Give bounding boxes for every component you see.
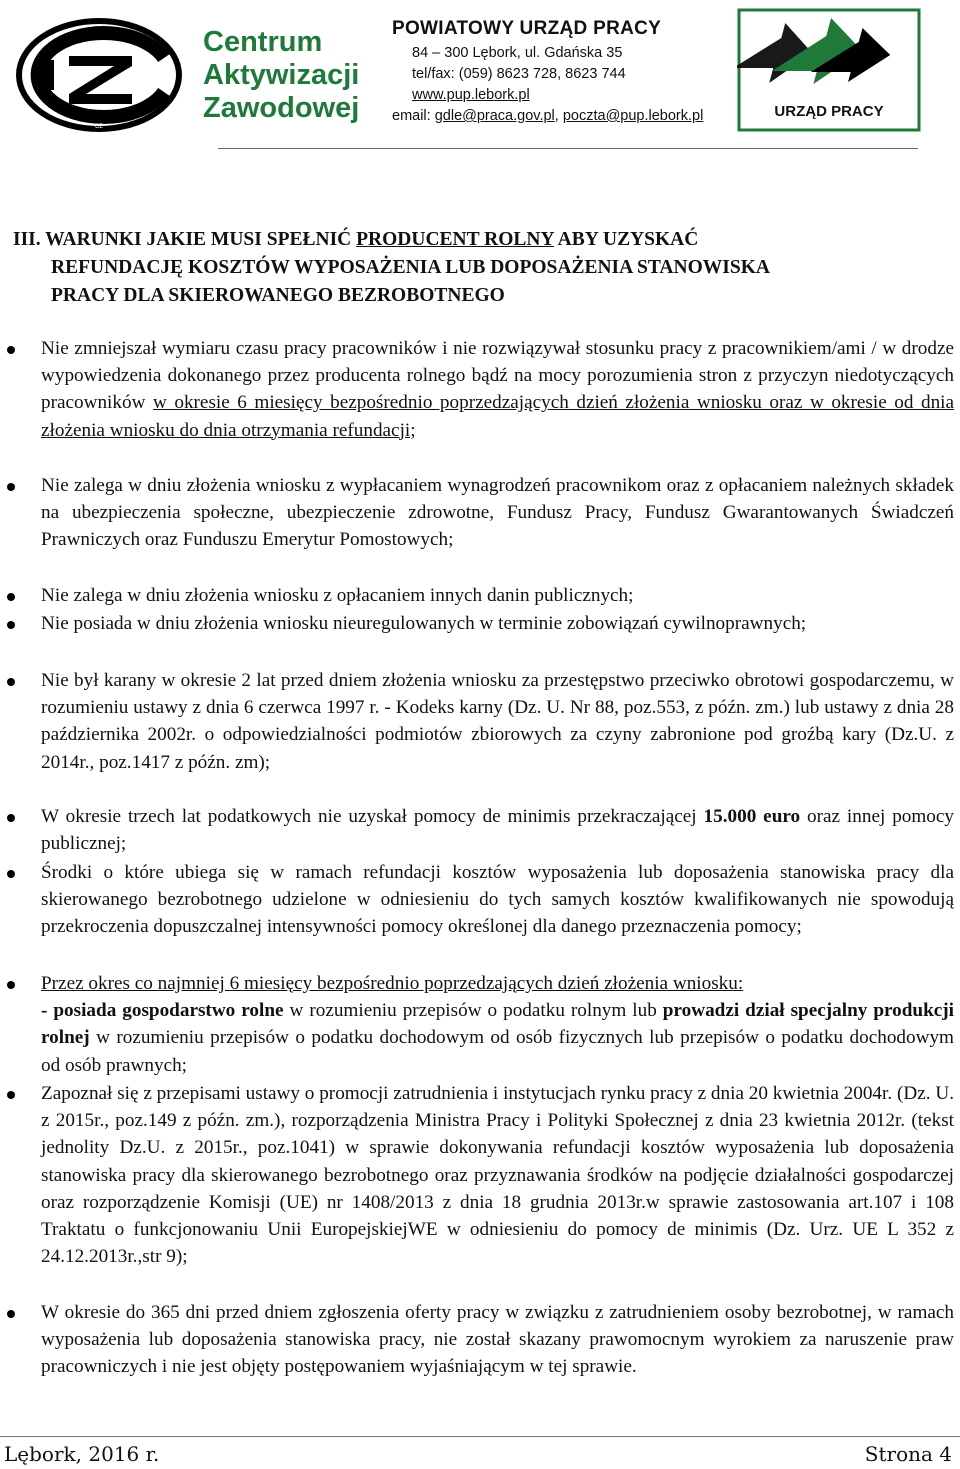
pup-email-line <box>392 106 703 127</box>
heading-line-1 <box>13 226 943 254</box>
cz-line3: Zawodowej <box>203 92 360 124</box>
pup-www-link[interactable]: www.pup.lebork.pl <box>412 87 530 103</box>
list-item <box>41 970 954 1079</box>
list-item <box>41 803 954 857</box>
item-text: Nie był karany w okresie 2 lat przed dniem złożenia wniosku za przestępstwo przeciwko obrotowi gospodarczemu, w rozumieniu ustawy z dnia 6 czerwca 1997 r. - Kodeks karny (Dz. U. Nr 88, poz.553, z późn. zm.) lub ustawy z dnia 28 października 2002r. o odpowiedzialności podmiotów zbiorowych za czyny zabronione pod groźbą kary (Dz.U. z 2014r., poz.1417 z późn. zm); <box>41 670 954 773</box>
item-text: Nie zalega w dniu złożenia wniosku z opłacaniem innych danin publicznych; <box>41 585 634 606</box>
item-text-bold-2: prowadzi dział specjalny produkcji rolnej <box>41 1000 955 1049</box>
urzad-pracy-logo <box>737 8 921 132</box>
pup-email-link-2[interactable]: poczta@pup.lebork.pl <box>562 108 704 124</box>
bullet-icon <box>7 678 15 686</box>
item-text: Zapoznał się z przepisami ustawy o promocji zatrudnienia i instytucjach rynku pracy z dnia 20 kwietnia 2004r. (Dz. U. z 2015r., poz.149 z późn. zm.), rozporządzenia Ministra Pracy i Polityki Społecznej z dnia 23 kwietnia 2012r. (tekst jednolity Dz.U. z 2015r., poz.1041) w sprawie dokonywania refundacji kosztów wyposażenia lub doposażenia stanowiska pracy dla skierowanego bezrobotnego oraz przyznawania środków na podjęcie działalności gospodarczej oraz rozporządzenie Komisji (UE) nr 1408/2013 z dnia 18 grudnia 2013r.w sprawie zastosowania art.107 i 108 Traktatu o funkcjonowaniu Unii EuropejskiejWE w odniesieniu do pomocy de minimis (Dz. Urz. UE L 352 z 24.12.2013r.,str 9); <box>41 1083 954 1268</box>
list-item <box>41 1299 954 1381</box>
heading-line-3: PRACY DLA SKIEROWANEGO BEZROBOTNEGO <box>51 285 505 306</box>
footer-location-date: Lębork, 2016 r. <box>4 1442 160 1466</box>
list-item <box>41 1080 954 1270</box>
heading-underlined: PRODUCENT ROLNY <box>356 229 554 250</box>
item-text: w rozumieniu przepisów o podatku rolnym lub <box>283 1000 663 1022</box>
bullet-icon <box>7 593 15 601</box>
bullet-icon <box>7 1091 15 1099</box>
item-text: Środki o które ubiega się w ramach refundacji kosztów wyposażenia lub doposażenia stanowiska pracy dla skierowanego bezrobotnego udzielone w odniesieniu do tych samych kosztów kwalifikowanych nie spowodują przekroczenia dopuszczalnej intensywności pomocy określonej dla danego przeznaczenia pomocy; <box>41 862 954 938</box>
pup-email-separator: , <box>554 108 563 124</box>
pup-title: POWIATOWY URZĄD PRACY <box>392 18 662 39</box>
bullet-icon <box>7 870 15 878</box>
cz-logo-icon <box>14 18 184 133</box>
list-item <box>41 610 811 637</box>
bullet-icon <box>7 346 15 354</box>
page-header <box>0 0 960 150</box>
bullet-icon <box>7 814 15 822</box>
up-logo-text: URZĄD PRACY <box>774 103 884 120</box>
cz-logo-letters: CZ <box>95 124 103 130</box>
bullet-icon <box>7 483 15 491</box>
list-item <box>41 582 954 609</box>
bullet-icon <box>7 981 15 989</box>
pup-phone: tel/fax: (059) 8623 728, 8623 744 <box>412 66 626 82</box>
list-item <box>41 667 954 776</box>
item-text: W okresie trzech lat podatkowych nie uzyskał pomocy de minimis przekraczającej <box>41 806 704 827</box>
list-item <box>41 335 954 444</box>
pup-email-label: email: <box>392 108 435 124</box>
item-text-underlined: Przez okres co najmniej 6 miesięcy bezpośrednio poprzedzających dzień złożenia wniosku: <box>41 973 744 994</box>
heading-line-2: REFUNDACJĘ KOSZTÓW WYPOSAŻENIA LUB DOPOSAŻENIA STANOWISKA <box>51 257 770 278</box>
pup-email-link-1[interactable]: gdle@praca.gov.pl <box>434 108 555 124</box>
item-text: W okresie do 365 dni przed dniem zgłoszenia oferty pracy w związku z zatrudnieniem osoby bezrobotnej, w ramach wyposażenia lub doposażenia stanowiska pracy, nie został skazany prawomocnym wyrokiem za naruszenie praw pracowniczych i nie jest objęty postępowaniem wyjaśniającym w tej sprawie. <box>41 1302 954 1378</box>
item-text: Nie zalega w dniu złożenia wniosku z wypłacaniem wynagrodzeń pracownikom oraz z opłacaniem należnych składek na ubezpieczenia społeczne, ubezpieczenie zdrowotne, Fundusz Pracy, Fundusz Gwarantowanych Świadczeń Prawniczych oraz Funduszu Emerytur Pomostowych; <box>41 475 954 551</box>
item-text-tail: oraz innej pomocy publicznej; <box>41 806 955 855</box>
cz-name <box>203 26 359 125</box>
cz-line1: Centrum <box>203 26 323 58</box>
cz-line2: Aktywizacji <box>203 59 360 91</box>
pup-contact-block <box>392 18 703 127</box>
item-text-bold: 15.000 euro <box>703 806 801 827</box>
item-text-tail: w rozumieniu przepisów o podatku dochodowym od osób fizycznych lub przepisów o podatku dochodowym od osób prawnych; <box>41 1027 954 1076</box>
section-heading <box>13 226 943 310</box>
heading-suffix: ABY UZYSKAĆ <box>553 229 699 250</box>
header-divider <box>218 148 918 149</box>
item-text: Nie posiada w dniu złożenia wniosku nieuregulowanych w terminie zobowiązań cywilnoprawnych; <box>41 613 807 634</box>
item-text: Nie zmniejszał wymiaru czasu pracy pracowników i nie rozwiązywał stosunku pracy z pracownikiem/ami / w drodze wypowiedzenia dokonanego przez producenta rolnego bądź na mocy porozumienia stron z przyczyn niedotyczących pracowników <box>41 338 954 414</box>
list-item <box>41 472 954 554</box>
item-text-underlined: w okresie 6 miesięcy bezpośrednio poprzedzających dzień złożenia wniosku oraz w okresie od dnia złożenia wniosku do dnia otrzymania refundacji; <box>41 392 955 441</box>
bullet-icon <box>7 1310 15 1318</box>
footer-page-number: Strona 4 <box>864 1442 952 1466</box>
list-item <box>41 859 954 941</box>
heading-prefix: III. WARUNKI JAKIE MUSI SPEŁNIĆ <box>13 229 357 250</box>
footer-divider <box>0 1436 960 1437</box>
pup-address: 84 – 300 Lębork, ul. Gdańska 35 <box>412 45 623 61</box>
bullet-icon <box>7 621 15 629</box>
item-text-bold: - posiada gospodarstwo rolne <box>41 1000 284 1022</box>
